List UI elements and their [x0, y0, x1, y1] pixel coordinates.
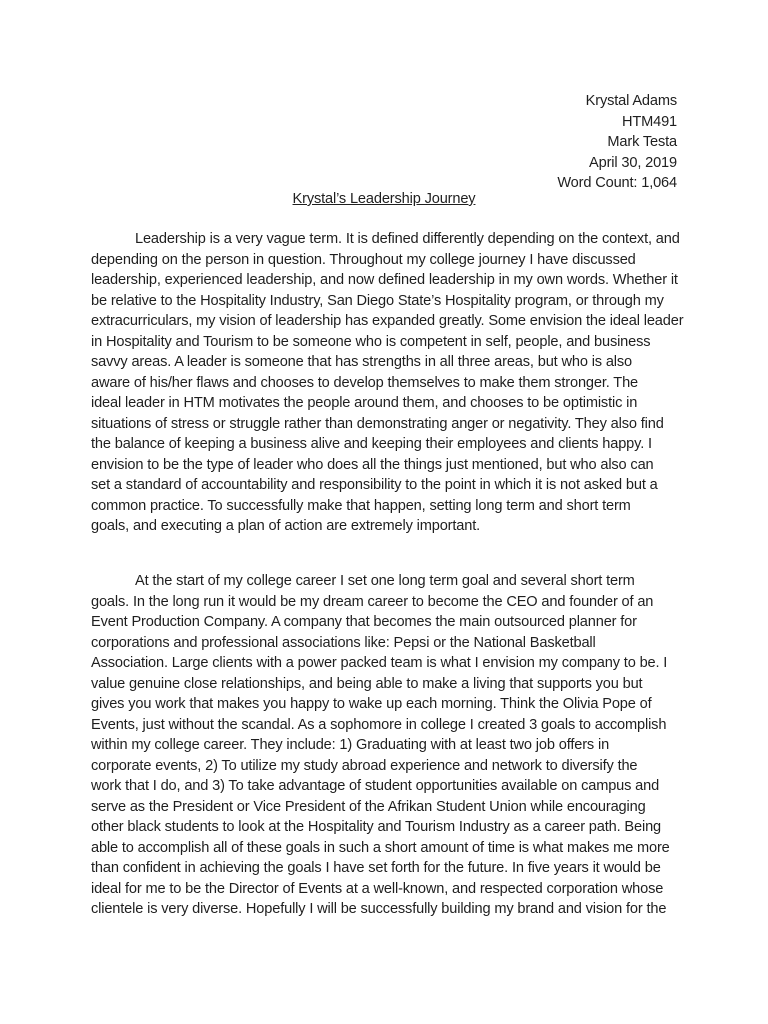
- paragraph-line: work that I do, and 3) To take advantage of student opportunities available on campus and: [91, 778, 660, 794]
- paragraph-line: depending on the person in question. Throughout my college journey I have discussed: [91, 251, 636, 268]
- paragraph-line: leadership, experienced leadership, and now defined leadership in my own words. Whether it: [91, 272, 678, 288]
- paragraph-line: common practice. To successfully make that happen, setting long term and short term: [91, 497, 631, 514]
- paragraph-line: Association. Large clients with a power packed team is what I envision my company to be. I: [91, 655, 668, 671]
- paragraph-line: serve as the President or Vice President of the Afrikan Student Union while encouraging: [91, 798, 646, 815]
- paragraph-line: At the start of my college career I set one long term goal and several short term: [135, 573, 635, 589]
- paragraph-line: in Hospitality and Tourism to be someone who is competent in self, people, and business: [91, 333, 651, 350]
- paragraph-line: Leadership is a very vague term. It is defined differently depending on the context, and: [135, 231, 680, 247]
- paragraph-line: corporate events, 2) To utilize my study abroad experience and network to diversify the: [91, 757, 638, 774]
- essay-title: Krystal’s Leadership Journey: [292, 191, 476, 207]
- paragraph-line: be relative to the Hospitality Industry, San Diego State’s Hospitality program, or through my: [91, 292, 664, 309]
- course-code: HTM491: [621, 113, 677, 130]
- paragraph-line: envision to be the type of leader who does all the things just mentioned, but who also can: [91, 456, 654, 473]
- body-paragraph: [91, 571, 691, 920]
- paragraph-line: value genuine close relationships, and being able to make a living that supports you but: [91, 675, 643, 692]
- paragraph-line: aware of his/her flaws and chooses to develop themselves to make them stronger. The: [91, 374, 639, 391]
- body-paragraph: [91, 229, 691, 537]
- author-name: Krystal Adams: [585, 93, 677, 109]
- paragraph-line: ideal for me to be the Director of Events at a well-known, and respected corporation whose: [91, 880, 664, 897]
- paragraph-line: set a standard of accountability and responsibility to the point in which it is not asked but a: [91, 477, 658, 493]
- paragraph-line: extracurriculars, my vision of leadership has expanded greatly. Some envision the ideal leader: [91, 313, 684, 329]
- paragraph-line: the balance of keeping a business alive and keeping their employees and clients happy. I: [91, 436, 652, 452]
- paragraph-line: than confident in achieving the goals I have set forth for the future. In five years it would be: [91, 860, 661, 876]
- paragraph-line: Events, just without the scandal. As a sophomore in college I created 3 goals to accomplish: [91, 716, 667, 733]
- word-count: Word Count: 1,064: [557, 175, 677, 191]
- paragraph-line: other black students to look at the Hospitality and Tourism Industry as a career path. Being: [91, 819, 661, 835]
- paragraph-line: corporations and professional associations like: Pepsi or the National Basketball: [91, 634, 596, 651]
- paragraph-line: able to accomplish all of these goals in such a short amount of time is what makes me more: [91, 839, 670, 856]
- paragraph-line: goals, and executing a plan of action are extremely important.: [91, 518, 481, 534]
- paragraph-line: goals. In the long run it would be my dream career to become the CEO and founder of an: [91, 593, 654, 610]
- paragraph-line: clientele is very diverse. Hopefully I will be successfully building my brand and vision for the: [91, 901, 667, 917]
- paragraph-line: situations of stress or struggle rather than demonstrating anger or negativity. They also find: [91, 415, 664, 432]
- paragraph-line: within my college career. They include: 1) Graduating with at least two job offers in: [91, 737, 610, 753]
- paragraph-line: Event Production Company. A company that becomes the main outsourced planner for: [91, 614, 637, 630]
- paragraph-line: gives you work that makes you happy to wake up each morning. Think the Olivia Pope of: [91, 696, 652, 712]
- paragraph-line: ideal leader in HTM motivates the people around them, and chooses to be optimistic in: [91, 395, 638, 411]
- essay-date: April 30, 2019: [589, 154, 677, 171]
- instructor-name: Mark Testa: [607, 134, 677, 150]
- essay-header: [557, 91, 677, 194]
- paragraph-line: savvy areas. A leader is someone that has strengths in all three areas, but who is also: [91, 354, 633, 370]
